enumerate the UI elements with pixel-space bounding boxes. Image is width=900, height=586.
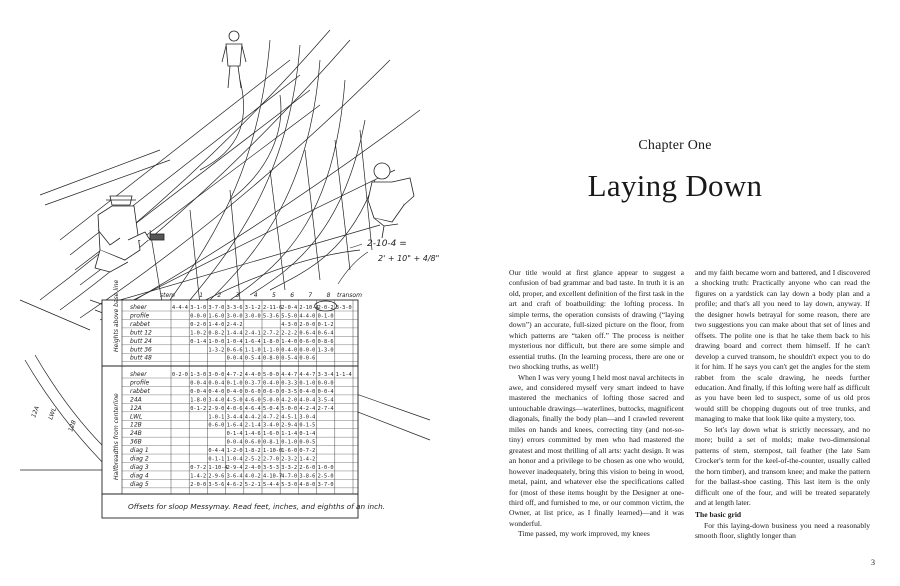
- table-cell: 0-7-2: [299, 448, 316, 455]
- table-cell: 2-0-0: [190, 481, 207, 488]
- table-cell: 3-0-0: [208, 372, 225, 378]
- table-cell: 0-6-0: [263, 388, 279, 395]
- table-cell: 0-2-0: [172, 372, 188, 378]
- table-cell: 4-5-1: [281, 414, 298, 421]
- table-cell: 0-0-5: [299, 439, 316, 446]
- chapter-title: Laying Down: [587, 168, 763, 203]
- callout-line-1: 2-10-4 =: [367, 239, 407, 249]
- table-cell: 0-0-0: [190, 313, 207, 320]
- table-cell: 4-10-7: [263, 473, 283, 480]
- table-cell: 0-8-1: [263, 439, 279, 446]
- table-cell: 1-6-0: [263, 431, 279, 438]
- paragraph: When I was very young I held most naval architects in awe, and considered myself very smart indeed to have mastered the mechanics of lofting those sacred and untouchable drawings—waterlines, buttocks, magnificent diagonals, finally the body plan—and I crawled reverent miles on hands and knees, correcting tiny (and not-so-tiny) errors committed by men who had mastered the greatest and most thrilling of all arts: yacht design. It was an honor and a privilege to be chosen as one who would, however inadequately, bring this vision to being in wood, metal, paint, and whatever else the specifications called for (most of these items bought by the Designer at one-third off, and furnished to me, or our common victim, the Owner, at list price, as I finally learned)—and it was wonderful.: [509, 372, 684, 528]
- table-cell: 5-0-0: [263, 397, 279, 404]
- table-cell: 0-3-5: [281, 388, 298, 395]
- table-cell: 3-4-0: [208, 397, 225, 404]
- table-cell: 2-5-0: [317, 473, 334, 480]
- table-cell: 1-6-4: [244, 338, 261, 345]
- table-cell: 2-2-2: [281, 330, 298, 337]
- table-cell: 3-3-2: [281, 464, 298, 471]
- table-row-label: sheer: [130, 371, 147, 378]
- table-cell: 1-3-2: [208, 347, 225, 354]
- table-cell: 4-4-0: [299, 313, 316, 320]
- table-row-label: diag 5: [130, 480, 149, 488]
- table-cell: 1-0-0: [208, 338, 225, 345]
- table-cell: 3-4-0: [263, 422, 279, 429]
- table-cell: 1-10-4: [208, 464, 228, 471]
- table-cell: 0-3-3: [281, 380, 298, 387]
- table-caption: Offsets for sloop Messymay. Read feet, inches, and eighths of an inch.: [128, 502, 386, 511]
- table-cell: 4-2-0: [281, 397, 298, 404]
- table-cell: 3-5-6: [208, 481, 225, 488]
- table-header-station: 6: [290, 292, 295, 299]
- table-cell: 0-0-0: [317, 380, 334, 387]
- table-header-station: 4: [253, 292, 258, 299]
- table-cell: 1-8-2: [244, 448, 261, 455]
- table-cell: 0-7-2: [190, 464, 207, 471]
- table-cell: 0-4-0: [281, 347, 298, 354]
- table-cell: 1-4-0: [281, 338, 298, 345]
- paragraph: For this laying-down business you need a reasonably smooth floor, slightly longer than: [695, 520, 870, 541]
- table-cell: 0-5-4: [281, 355, 298, 362]
- table-cell: 0-6-4: [317, 330, 334, 337]
- table-cell: 2-4-1: [244, 330, 261, 337]
- table-cell: 2-6-0: [299, 464, 316, 471]
- table-cell: 1-3-0: [190, 372, 207, 378]
- table-cell: 3-3-0: [335, 305, 352, 311]
- callout-line-2: 2' + 10" + 4/8": [378, 254, 440, 263]
- paragraph: and my faith became worn and battered, and I discovered a shocking truth: Practically anyone who can read the figures on a yardstick can lay down a body plan and a profile; and that's all you need to lay down, anyway. If the designer howls betrayal for some reason, there are two suggestions you can make about that set of lines and offsets. The polite one is that he take them back to his drawing board and correct them himself. If he can't develop a curved transom, he shouldn't expect you to do it for him. If he says you can't get the angles for the stem rabbet from the scale drawing, he needs further education. And finally, if this lofting were half as difficult as you have been led to suspect, some of us old pros would still be chopping dugouts out of tree trunks, and managing to make that look like quite a mystery, too.: [695, 268, 870, 424]
- table-cell: 4-8-0: [299, 481, 316, 488]
- table-cell: 0-4-0: [263, 380, 279, 387]
- table-cell: 2-11-6: [263, 305, 283, 311]
- table-cell: 3-4-4: [226, 414, 243, 421]
- table-cell: 1-2-0: [226, 448, 243, 455]
- table-row-label: sheer: [130, 304, 147, 311]
- table-cell: 0-1-2: [190, 405, 207, 412]
- table-cell: 1-4-2: [299, 456, 316, 463]
- table-cell: 3-0-0: [226, 313, 243, 320]
- table-row-label: 24A: [130, 396, 142, 404]
- table-cell: 3-7-0: [208, 305, 225, 311]
- table-row-label: profile: [130, 312, 150, 320]
- section-subhead: The basic grid: [695, 510, 742, 520]
- table-cell: 2-0-0: [299, 321, 316, 328]
- table-cell: 3-1-0: [190, 305, 207, 311]
- table-cell: 1-6-0: [281, 448, 298, 455]
- table-cell: 1-8-0: [190, 397, 207, 404]
- table-cell: 1-0-2: [190, 330, 207, 337]
- table-cell: 1-1-0: [244, 347, 261, 354]
- table-cell: 0-0-6: [299, 355, 316, 362]
- table-cell: 3-3-4: [317, 372, 334, 378]
- table-cell: 1-1-4: [281, 431, 298, 438]
- table-cell: 5-4-4: [263, 481, 279, 488]
- table-cell: 4-3-0: [281, 321, 298, 328]
- body-column-right: [695, 268, 870, 542]
- paragraph: Time passed, my work improved, my knees: [518, 529, 650, 539]
- table-cell: 1-4-2: [190, 473, 207, 480]
- table-cell: 3-1-2: [244, 305, 261, 311]
- offsets-table: [102, 279, 385, 518]
- table-cell: 0-1-1: [208, 456, 225, 463]
- table-cell: 1-8-0: [263, 338, 279, 345]
- table-cell: 1-1-0: [263, 347, 279, 354]
- table-cell: 5-3-6: [263, 313, 279, 320]
- table-row-label: butt 36: [130, 346, 152, 354]
- table-cell: 4-7-0: [281, 473, 298, 480]
- table-row-label: 12A: [130, 404, 142, 412]
- table-cell: 0-0-4: [226, 355, 243, 362]
- table-cell: 0-5-4: [244, 355, 261, 362]
- table-cell: 0-0-4: [317, 388, 334, 395]
- table-cell: 0-2-0: [190, 321, 207, 328]
- table-cell: 1-1-4: [335, 372, 352, 378]
- table-cell: 4-4-4: [172, 305, 188, 311]
- table-cell: 0-8-2: [208, 330, 225, 337]
- margin-label-12b: 12B: [67, 419, 78, 433]
- table-cell: 0-6-6: [226, 347, 243, 354]
- margin-label-12a: 12A: [30, 405, 41, 419]
- table-cell: 0-6-0: [244, 388, 261, 395]
- table-cell: 2-7-0: [263, 456, 279, 463]
- table-cell: 2-1-4: [244, 422, 261, 429]
- paragraph: So let's lay down what is strictly necessary, and no more; build a set of molds; make two-dimensional patterns of stem, sternpost, tail feather (the late Sam Crocker's term for the keel-of-the-counter, usually called the horn timber), and transom knee; and make the pattern for the ballast-shoe casting. This last item is the only difficult one of the four, and will be treated separately and at length later.: [695, 424, 870, 507]
- table-cell: 4-4-7: [281, 372, 298, 378]
- table-cell: 0-4-0: [226, 388, 243, 395]
- table-group-label-halfbreadths: Halfbreadths from centerline: [113, 393, 120, 480]
- table-header-station: 8: [326, 292, 331, 299]
- waterline-margin-labels: [30, 405, 78, 432]
- table-cell: 2-5-2: [244, 456, 261, 463]
- page-number: 3: [871, 558, 875, 567]
- table-cell: 2-7-2: [263, 330, 279, 337]
- chapter-number: Chapter One: [638, 138, 712, 153]
- offset-callout: [338, 239, 439, 284]
- table-cell: 5-0-0: [263, 372, 279, 378]
- table-cell: 0-0-0: [299, 347, 316, 354]
- table-header-station: 3: [235, 292, 240, 299]
- table-cell: 4-7-2: [226, 372, 243, 378]
- table-cell: 0-1-2: [317, 321, 334, 328]
- table-cell: 4-4-2: [244, 414, 261, 421]
- table-cell: 3-6-4: [226, 473, 243, 480]
- table-cell: 4-0-6: [226, 405, 243, 412]
- table-header-stem: stem: [160, 292, 176, 299]
- paragraph: Our title would at first glance appear to suggest a confusion of bad grammar and bad taste. In truth it is an old, proper, and excellent definition of the first task in the art and craft of boatbuilding: the lofting process. In simple terms, the operation consists of drawing (“laying down”) an accurate, full-sized picture on the floor, from which patterns are “taken off.” The process is neither mysterious nor difficult, but there are some simple and essential truths. (In the learning process, there are one or two shocking truths, as well!): [509, 268, 684, 372]
- table-cell: 0-6-0: [208, 422, 225, 429]
- table-row-label: LWL: [130, 413, 143, 421]
- table-cell: 0-1-4: [190, 338, 207, 345]
- table-cell: 3-7-0: [317, 481, 334, 488]
- table-cell: 0-4-0: [208, 388, 225, 395]
- table-cell: 2-4-0: [244, 464, 261, 471]
- table-cell: 0-0-4: [190, 388, 207, 395]
- table-row-label: 36B: [130, 438, 142, 446]
- table-header-station: 7: [308, 292, 313, 299]
- table-cell: 0-0-4: [226, 439, 243, 446]
- table-cell: 1-6-0: [208, 313, 225, 320]
- table-cell: 2-10-4: [299, 305, 319, 311]
- table-row-label: butt 48: [130, 354, 152, 362]
- table-cell: 1-0-4: [226, 338, 243, 345]
- table-cell: 4-6-4: [244, 405, 261, 412]
- table-cell: 3-3-6: [226, 305, 243, 311]
- table-row-label: profile: [130, 379, 150, 387]
- table-cell: 0-1-0: [226, 380, 243, 387]
- table-row-label: diag 3: [130, 463, 149, 471]
- table-cell: 1-4-6: [244, 431, 261, 438]
- table-cell: 2-3-2: [281, 456, 298, 463]
- table-cell: 5-3-0: [281, 481, 298, 488]
- table-cell: 2-0-2: [317, 305, 334, 311]
- table-cell: 4-4-7: [299, 372, 316, 378]
- table-cell: 3-0-0: [244, 313, 261, 320]
- table-cell: 0-3-7: [244, 380, 261, 387]
- table-cell: 1-10-0: [263, 448, 283, 455]
- table-cell: 3-8-6: [299, 473, 316, 480]
- table-cell: 0-1-4: [299, 431, 316, 438]
- table-cell: 0-8-6: [317, 338, 334, 345]
- table-cell: 4-7-2: [263, 414, 279, 421]
- table-cell: 0-1-4: [226, 431, 243, 438]
- table-cell: 0-0-4: [208, 380, 225, 387]
- table-cell: 1-0-4: [226, 456, 243, 463]
- table-cell: 0-6-4: [299, 330, 316, 337]
- table-cell: 5-2-1: [244, 481, 261, 488]
- table-cell: 2-4-2: [226, 321, 243, 328]
- table-cell: 0-6-0: [244, 439, 261, 446]
- table-cell: 4-4-0: [244, 372, 261, 378]
- table-row-label: rabbet: [130, 320, 150, 328]
- table-header-station: 1: [199, 292, 204, 299]
- table-cell: 0-0-4: [190, 380, 207, 387]
- table-cell: 0-8-0: [263, 355, 279, 362]
- table-cell: 1-4-0: [208, 321, 225, 328]
- table-cell: 0-1-0: [317, 313, 334, 320]
- table-cell: 2-9-6: [208, 473, 225, 480]
- table-row-label: diag 1: [130, 447, 149, 455]
- table-header-station: 5: [272, 292, 276, 299]
- table-row-label: diag 2: [130, 455, 149, 463]
- table-cell: 4-0-2: [244, 473, 261, 480]
- table-cell: 2-9-4: [281, 422, 298, 429]
- table-row-label: 24B: [130, 430, 142, 438]
- table-cell: 1-3-0: [317, 347, 334, 354]
- table-cell: 0-6-0: [299, 338, 316, 345]
- table-cell: 4-6-0: [244, 397, 261, 404]
- table-cell: 1-4-4: [226, 330, 243, 337]
- table-cell: 5-0-0: [281, 405, 298, 412]
- table-cell: 3-5-4: [317, 397, 334, 404]
- table-cell: 4-5-0: [226, 397, 243, 404]
- table-row-label: diag 4: [130, 472, 149, 480]
- table-row-label: rabbet: [130, 387, 150, 395]
- margin-label-lwl: LWL: [47, 406, 59, 421]
- table-cell: 0-4-0: [299, 388, 316, 395]
- table-cell: 0-1-0: [281, 439, 298, 446]
- table-cell: 3-0-4: [299, 414, 316, 421]
- table-cell: 3-5-3: [263, 464, 279, 471]
- table-cell: 5-0-4: [263, 405, 279, 412]
- table-cell: 1-0-0: [317, 464, 334, 471]
- table-header-transom: transom: [337, 292, 362, 299]
- table-cell: 2-9-4: [226, 464, 243, 471]
- standing-figure: [222, 31, 246, 88]
- table-cell: 4-6-2: [226, 481, 243, 488]
- table-cell: 1-6-4: [226, 422, 243, 429]
- body-column-left: [509, 268, 684, 540]
- table-row-label: butt 12: [130, 329, 152, 337]
- table-cell: 0-1-5: [299, 422, 316, 429]
- table-cell: 1-0-1: [208, 414, 225, 421]
- table-cell: 5-5-0: [281, 313, 298, 320]
- table-cell: 0-4-4: [208, 448, 225, 455]
- table-row-label: 12B: [130, 421, 142, 429]
- table-group-label-heights: Heights above base line: [113, 279, 120, 352]
- table-cell: 2-0-4: [281, 305, 298, 311]
- table-cell: 2-7-4: [317, 405, 334, 412]
- table-cell: 4-2-4: [299, 405, 316, 412]
- table-cell: 4-0-4: [299, 397, 316, 404]
- table-row-label: butt 24: [130, 337, 152, 345]
- table-cell: 0-1-0: [299, 380, 316, 387]
- table-header-station: 2: [217, 292, 222, 299]
- table-cell: 2-9-0: [208, 405, 225, 412]
